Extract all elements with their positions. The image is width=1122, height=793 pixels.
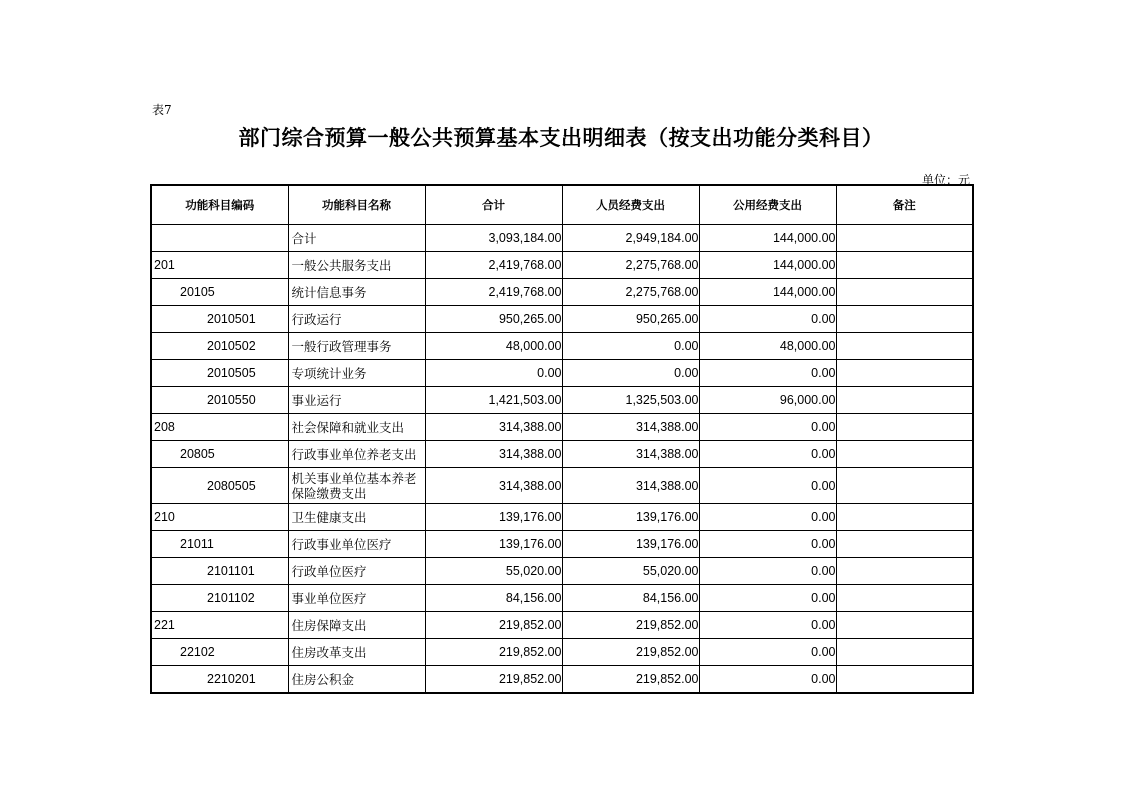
cell-personnel: 314,388.00 [562,414,699,441]
table-row [151,558,973,585]
cell-name: 一般公共服务支出 [288,252,425,279]
cell-public: 144,000.00 [699,279,836,306]
cell-public: 144,000.00 [699,252,836,279]
cell-total: 219,852.00 [425,666,562,694]
cell-name: 社会保障和就业支出 [288,414,425,441]
cell-total: 55,020.00 [425,558,562,585]
cell-remarks [836,360,973,387]
cell-code: 2010550 [151,387,288,414]
cell-total: 2,419,768.00 [425,279,562,306]
cell-remarks [836,414,973,441]
cell-name: 机关事业单位基本养老保险缴费支出 [288,468,425,504]
cell-public: 0.00 [699,441,836,468]
cell-personnel: 950,265.00 [562,306,699,333]
cell-total: 219,852.00 [425,612,562,639]
cell-total: 48,000.00 [425,333,562,360]
cell-code: 2010502 [151,333,288,360]
page-title: 部门综合预算一般公共预算基本支出明细表（按支出功能分类科目） [238,126,884,150]
cell-code: 2080505 [151,468,288,504]
table-row [151,387,973,414]
table-row [151,333,973,360]
cell-remarks [836,387,973,414]
cell-total: 0.00 [425,360,562,387]
cell-public: 0.00 [699,666,836,694]
cell-remarks [836,252,973,279]
cell-personnel: 219,852.00 [562,666,699,694]
table-row [151,666,973,694]
table-row [151,306,973,333]
cell-total: 314,388.00 [425,468,562,504]
cell-total: 1,421,503.00 [425,387,562,414]
table-row [151,585,973,612]
cell-total: 3,093,184.00 [425,225,562,252]
cell-code: 208 [151,414,288,441]
cell-name: 行政单位医疗 [288,558,425,585]
header-personnel: 人员经费支出 [562,185,699,225]
cell-remarks [836,639,973,666]
cell-code: 210 [151,504,288,531]
cell-personnel: 314,388.00 [562,468,699,504]
cell-name: 事业单位医疗 [288,585,425,612]
cell-personnel: 84,156.00 [562,585,699,612]
cell-code: 221 [151,612,288,639]
cell-personnel: 139,176.00 [562,531,699,558]
cell-total: 219,852.00 [425,639,562,666]
cell-name: 卫生健康支出 [288,504,425,531]
cell-total: 139,176.00 [425,531,562,558]
table-row [151,414,973,441]
cell-remarks [836,333,973,360]
header-code: 功能科目编码 [151,185,288,225]
cell-remarks [836,558,973,585]
cell-total: 950,265.00 [425,306,562,333]
table-row [151,360,973,387]
table-row [151,612,973,639]
table-row [151,639,973,666]
cell-name: 专项统计业务 [288,360,425,387]
table-row [151,252,973,279]
cell-personnel: 139,176.00 [562,504,699,531]
budget-table [150,184,974,694]
cell-remarks [836,306,973,333]
cell-public: 0.00 [699,639,836,666]
cell-code: 2210201 [151,666,288,694]
header-remarks: 备注 [836,185,973,225]
cell-total: 2,419,768.00 [425,252,562,279]
cell-public: 0.00 [699,414,836,441]
cell-remarks [836,531,973,558]
cell-name: 统计信息事务 [288,279,425,306]
cell-name: 行政运行 [288,306,425,333]
cell-personnel: 2,275,768.00 [562,279,699,306]
cell-code: 2010501 [151,306,288,333]
cell-public: 0.00 [699,558,836,585]
cell-code: 2010505 [151,360,288,387]
cell-personnel: 0.00 [562,360,699,387]
cell-remarks [836,612,973,639]
table-label: 表7 [152,103,172,117]
cell-personnel: 314,388.00 [562,441,699,468]
cell-total: 139,176.00 [425,504,562,531]
table-row [151,468,973,504]
cell-name: 一般行政管理事务 [288,333,425,360]
cell-remarks [836,441,973,468]
table-header-row [151,185,973,225]
header-public: 公用经费支出 [699,185,836,225]
cell-personnel: 219,852.00 [562,639,699,666]
cell-total: 84,156.00 [425,585,562,612]
cell-personnel: 219,852.00 [562,612,699,639]
cell-public: 0.00 [699,306,836,333]
cell-public: 0.00 [699,504,836,531]
cell-total: 314,388.00 [425,414,562,441]
unit-label: 单位：元 [921,173,970,187]
cell-remarks [836,666,973,694]
cell-name: 行政事业单位养老支出 [288,441,425,468]
cell-personnel: 2,949,184.00 [562,225,699,252]
table-row [151,225,973,252]
cell-personnel: 55,020.00 [562,558,699,585]
cell-code: 201 [151,252,288,279]
cell-public: 0.00 [699,612,836,639]
cell-remarks [836,225,973,252]
cell-name: 住房公积金 [288,666,425,694]
cell-total: 314,388.00 [425,441,562,468]
cell-code [151,225,288,252]
header-total: 合计 [425,185,562,225]
cell-public: 0.00 [699,531,836,558]
cell-personnel: 0.00 [562,333,699,360]
cell-name: 事业运行 [288,387,425,414]
table-row [151,504,973,531]
cell-name: 住房改革支出 [288,639,425,666]
cell-public: 96,000.00 [699,387,836,414]
cell-name: 合计 [288,225,425,252]
cell-public: 144,000.00 [699,225,836,252]
cell-public: 48,000.00 [699,333,836,360]
table-row [151,279,973,306]
cell-personnel: 1,325,503.00 [562,387,699,414]
table-row [151,441,973,468]
cell-public: 0.00 [699,468,836,504]
cell-personnel: 2,275,768.00 [562,252,699,279]
cell-remarks [836,279,973,306]
cell-remarks [836,468,973,504]
cell-code: 2101102 [151,585,288,612]
table-row [151,531,973,558]
cell-name: 住房保障支出 [288,612,425,639]
cell-code: 20805 [151,441,288,468]
cell-code: 21011 [151,531,288,558]
header-name: 功能科目名称 [288,185,425,225]
cell-code: 20105 [151,279,288,306]
cell-public: 0.00 [699,585,836,612]
cell-name: 行政事业单位医疗 [288,531,425,558]
cell-remarks [836,504,973,531]
cell-remarks [836,585,973,612]
cell-code: 22102 [151,639,288,666]
cell-code: 2101101 [151,558,288,585]
cell-public: 0.00 [699,360,836,387]
